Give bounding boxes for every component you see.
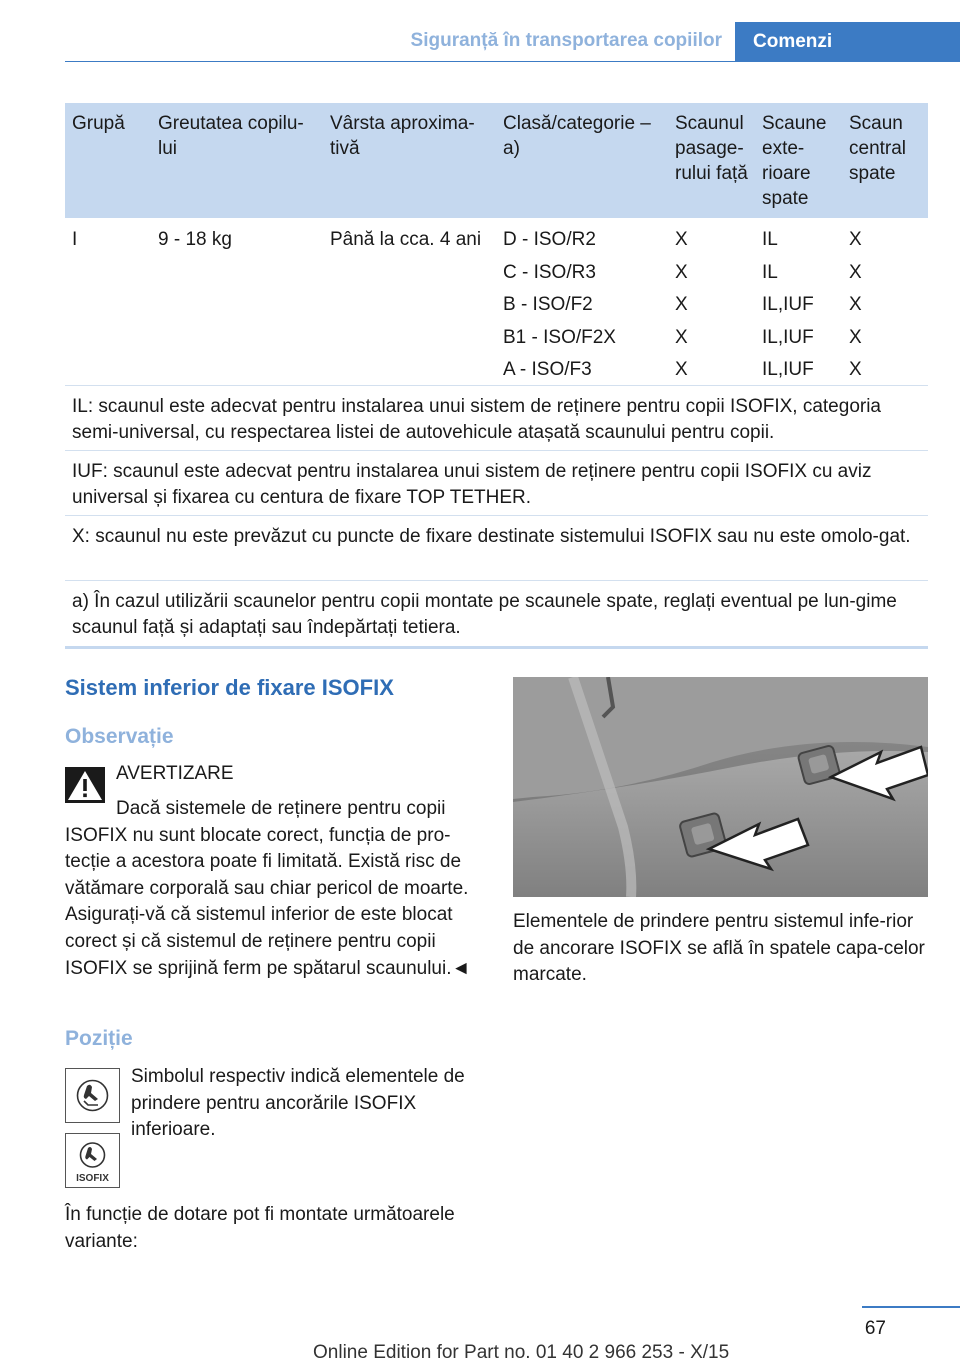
page-header [0,0,960,62]
table-note-iuf: IUF: scaunul este adecvat pentru instalarea unui sistem de reținere pentru copii ISOFIX cu aviz universal și fixarea cu centura de fixare TOP TETHER. [65,451,928,516]
symbol-text: Simbolul respectiv indică elementele de prindere pentru ancorările ISOFIX inferioare. [131,1066,465,1141]
footer-edition-text: Online Edition for Part no. 01 40 2 966 253 - X/15 [313,1342,730,1362]
cell-center-rear: X X X X X [849,229,862,380]
table-note-x: X: scaunul nu este prevăzut cu puncte de fixare destinate sistemului ISOFIX sau nu este omolo-gat. [65,516,928,581]
cell-group: I [72,229,78,250]
col-header-group: Grupă [72,113,125,134]
table-row [65,218,928,386]
col-header-center-rear: Scaun central spate [849,113,907,184]
header-section-title: Siguranță în transportarea copiilor [410,30,722,51]
col-header-front-seat: Scaunul pasage-rului față [675,113,748,184]
warning-text: Dacă sistemele de reținere pentru copii ISOFIX nu sunt blocate corect, funcția de pro-tecție a acestora poate fi limitată. Există risc de vătămare corporală sau chiar pericol de moarte. Asigurați-vă că sistemul inferior de este blocat corect și că sistemul de reținere pentru copii ISOFIX se sprijină ferm pe spătarul scaunului.◄ [65,798,471,979]
position-heading: Poziție [65,1027,133,1050]
col-header-age: Vârsta aproxima-tivă [330,113,475,159]
isofix-label: ISOFIX [76,1173,109,1184]
header-chapter-tab: Comenzi [735,22,960,62]
cell-age: Până la cca. 4 ani [330,229,482,250]
table-header-row [65,103,928,218]
rear-seat-isofix-photo [513,677,928,897]
page-number: 67 [864,1318,886,1339]
col-header-class: Clasă/categorie – a) [503,113,651,159]
section-title: Sistem inferior de fixare ISOFIX [65,675,394,700]
cell-front-seat: X X X X X [675,229,688,380]
col-header-outer-rear: Scaune exte-rioare spate [762,113,827,209]
col-header-weight: Greutatea copilu-lui [158,113,304,159]
table-note-il: IL: scaunul este adecvat pentru instalarea unui sistem de reținere pentru copii ISOFIX, categoria semi-universal, cu respectarea listei de autovehicule atașată scaunului pentru copii. [65,386,928,451]
warning-label: AVERTIZARE [116,763,234,784]
cell-outer-rear: IL IL IL,IUF IL,IUF IL,IUF [762,229,814,380]
isofix-label-icon [65,1133,120,1188]
variants-text: În funcție de dotare pot fi montate următoarele variante: [65,1204,455,1252]
photo-caption: Elementele de prindere pentru sistemul infe-rior de ancorare ISOFIX se află în spatele capa-celor marcate. [513,911,925,986]
isofix-anchor-icon [65,1068,120,1123]
cell-weight: 9 - 18 kg [158,229,232,250]
cell-classes: D - ISO/R2 C - ISO/R3 B - ISO/F2 B1 - ISO/F2X A - ISO/F3 [503,229,616,380]
note-heading: Observație [65,725,174,748]
isofix-table [65,103,928,649]
header-rule [65,61,960,62]
table-note-a: a) În cazul utilizării scaunelor pentru copii montate pe scaunele spate, reglați eventual pe lun-gime scaunul față și adaptați sau îndepărtați tetiera. [65,581,928,649]
footer-rule [862,1306,960,1308]
